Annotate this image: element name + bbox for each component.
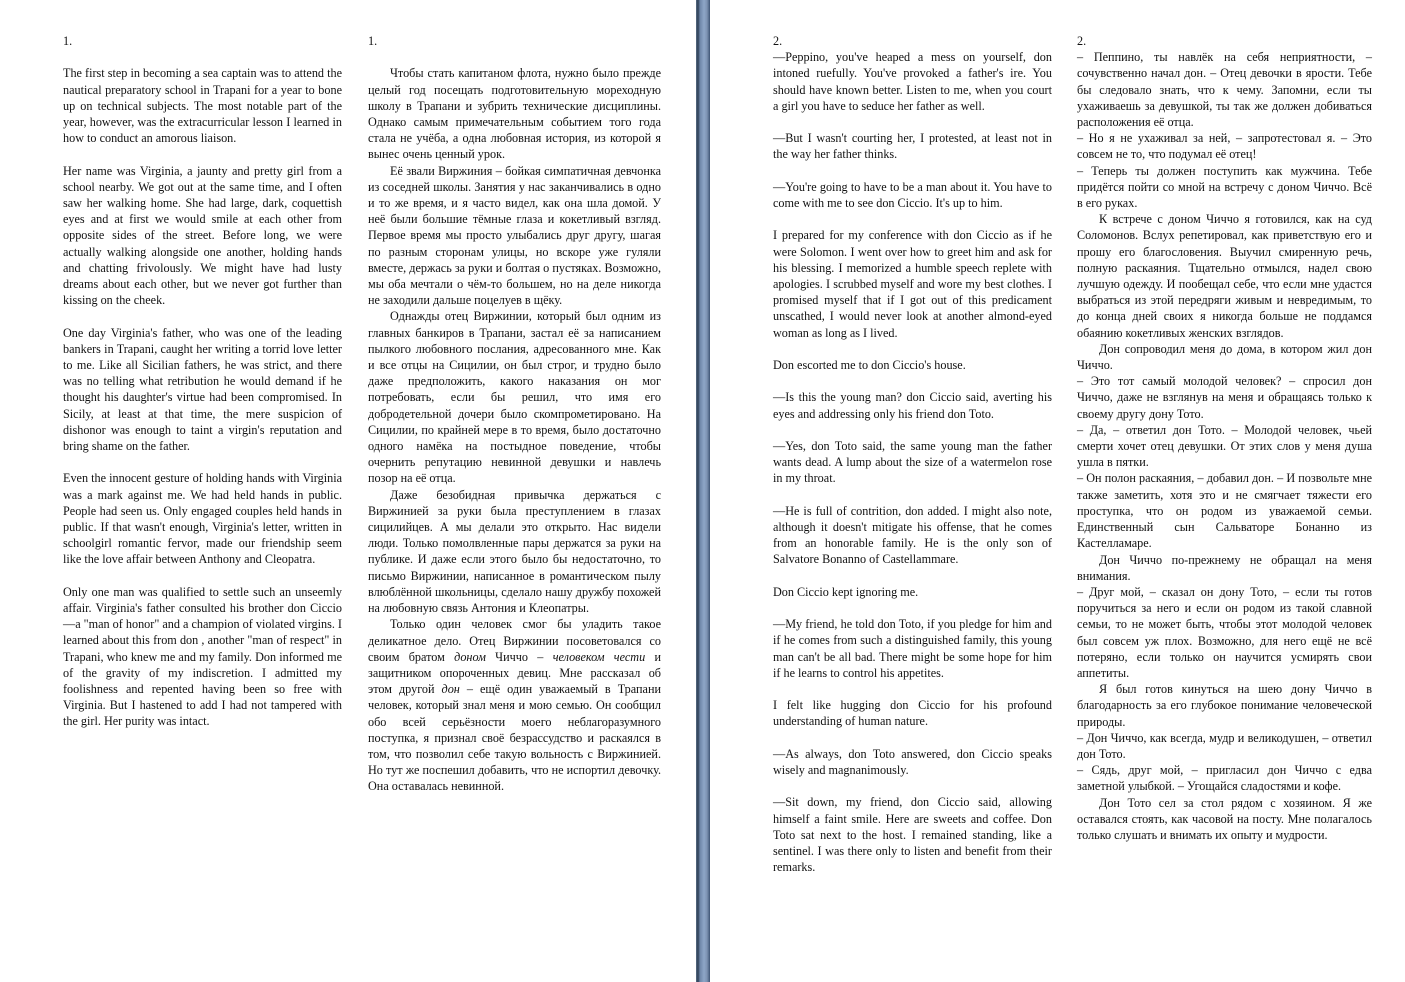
paragraph: Я был готов кинуться на шею дону Чиччо в благодарность за его глубокое понимание человеческой природы.	[1077, 682, 1372, 729]
english-column	[773, 33, 1052, 892]
paragraph: I felt like hugging don Ciccio for his profound understanding of human nature.	[773, 698, 1052, 729]
paragraph: Дон Тото сел за стол рядом с хозяином. Я же оставался стоять, как часовой на посту. Мне полагалось только слушать и внимать их опыту и мудрости.	[1077, 795, 1372, 842]
paragraph: —Peppino, you've heaped a mess on yourself, don intoned ruefully. You've provoked a father's ire. You should have known better. Listen to me, when you court a girl you have to seduce her father as well.	[773, 50, 1052, 113]
text-run: Только один человек смог бы уладить такое деликатное дело. Отец Виржинии посоветовался со своим братом	[368, 617, 661, 664]
paragraph: – Друг мой, – сказал он дону Тото, – если ты готов поручиться за него и если он родом из такой славной семьи, то не может быть, чтобы этот молодой человек был совсем уж плох. Возможно, для него ещё не всё потеряно, если только он научится усмирять свои аппетиты.	[1077, 584, 1372, 680]
paragraph: – Но я не ухаживал за ней, – запротестовал я. – Это совсем не то, что подумал её отец!	[1077, 131, 1372, 162]
paragraph: – Теперь ты должен поступить как мужчина. Тебе придётся пойти со мной на встречу с доном Чиччо. Всё в его руках.	[1077, 163, 1372, 211]
russian-column	[368, 33, 661, 795]
paragraph	[368, 616, 661, 794]
page-number: 1.	[368, 34, 378, 48]
page-number: 2.	[1077, 34, 1087, 48]
paragraph: Дон Чиччо по-прежнему не обращал на меня внимания.	[1077, 552, 1372, 583]
paragraph: Даже безобидная привычка держаться с Виржинией за руки была преступлением в глазах сицилийцев. А мы делали это открыто. Нас видели люди. Только помолвленные пары держатся за руки на публике. И даже если этого было бы недостаточно, то письмо Виржинии, написанное в романтическом пылу влюблённой школьницы, сделало нашу дружбу похожей на любовную связь Антония и Клеопатры.	[368, 487, 661, 616]
paragraph: К встрече с доном Чиччо я готовился, как на суд Соломонов. Вслух репетировал, как приветствую его и прошу его благословения. Выучил смиренную речь, полную раскаяния. Тщательно отмылся, надел свою лучшую одежду. И пообещал себе, что если мне удастся выбраться из этой передряги живым и невредимым, то до конца дней своих я никогда больше не поддамся обаянию кокетливых женских взглядов.	[1077, 212, 1372, 340]
paragraph: Дон сопроводил меня до дома, в котором жил дон Чиччо.	[1077, 341, 1372, 373]
paragraph: Её звали Виржиния – бойкая симпатичная девчонка из соседней школы. Занятия у нас заканчивались в одно и то же время, и я часто видел, как она шла домой. У неё были большие тёмные глаза и кокетливый взгляд. Первое время мы просто улыбались друг другу, шагая по разным сторонам улицы, но вскоре уже гуляли вместе, держась за руки и болтая о пустяках. Возможно, мы оба мечтали о чём-то большем, но на деле никогда не заходили дальше поцелуев в щёку.	[368, 163, 661, 308]
right-page	[710, 0, 1405, 982]
paragraph: Чтобы стать капитаном флота, нужно было прежде целый год посещать подготовительную мореходную школу в Трапани и зубрить технические дисциплины. Однако самым примечательным событием того года стала не учёба, а одна любовная история, из которой я вынес очень ценный урок.	[368, 66, 661, 162]
paragraph: —He is full of contrition, don added. I might also note, although it doesn't mitigate his offense, that he comes from an honorable family. He is the only son of Salvatore Bonanno of Castellammare.	[773, 503, 1052, 567]
text-run: – ещё один уважаемый в Трапани человек, который знал меня и мою семью. Он сообщил обо всей серьёзности моего неблагоразумного поступка, я признал своё безрассудство и раскаялся в том, что позволил себе такую вольность с Виржинией. Но тут же поспешил добавить, что не испортил девочку. Она оставалась невинной.	[368, 682, 661, 794]
paragraph: Don escorted me to don Ciccio's house.	[773, 358, 966, 372]
italic-run: человеком чести	[552, 649, 646, 664]
paragraph: – Это тот самый молодой человек? – спросил дон Чиччо, даже не взглянув на меня и обращаясь только к своему другу дону Тото.	[1077, 374, 1372, 421]
paragraph: The first step in becoming a sea captain was to attend the nautical preparatory school in Trapani for a year to bone up on technical subjects. The most notable part of the year, however, was the extracurricular lesson I learned in how to conduct an amorous liaison.	[63, 66, 342, 146]
page-number: 1.	[63, 34, 73, 48]
page-divider	[696, 0, 710, 982]
paragraph: Don Ciccio kept ignoring me.	[773, 584, 919, 599]
paragraph: —But I wasn't courting her, I protested, at least not in the way her father thinks.	[773, 131, 1052, 162]
italic-run: дон	[441, 682, 460, 697]
paragraph: Even the innocent gesture of holding hands with Virginia was a mark against me. We had held hands in public. People had seen us. Only engaged couples held hands in public. If that wasn't enough, Virginia's letter, written in schoolgirl romantic fervor, made our friendship seem like the love affair between Anthony and Cleopatra.	[63, 471, 342, 567]
paragraph: Her name was Virginia, a jaunty and pretty girl from a school nearby. We got out at the same time, and I often saw her walking home. She had large, dark, coquettish eyes and at first we would smile at each other from opposite sides of the street. Before long, we were actually walking alongside one another, holding hands and chatting frivolously. We might have had lusty dreams about each other, but we never got further than kissing on the cheek.	[63, 163, 342, 308]
page-number: 2.	[773, 34, 783, 48]
paragraph: Only one man was qualified to settle such an unseemly affair. Virginia's father consulted his brother don Ciccio—a "man of honor" and a champion of violated virgins. I learned about this from don , another "man of respect" in Trapani, who knew me and my family. Don informed me of the gravity of my indiscretion. I admitted my foolishness and repented having been so free with Virginia. But I hastened to add I had not tampered with the girl. Her purity was intact.	[63, 584, 342, 729]
russian-column	[1077, 33, 1372, 843]
italic-run: доном	[454, 649, 486, 664]
paragraph: – Он полон раскаяния, – добавил дон. – И позвольте мне также заметить, хотя это и не смягчает тяжести его проступка, что он родом из уважаемой семьи. Единственный сын Сальваторе Бонанно из Кастелламаре.	[1077, 471, 1372, 551]
paragraph: —You're going to have to be a man about it. You have to come with me to see don Ciccio. It's up to him.	[773, 179, 1052, 210]
paragraph: – Дон Чиччо, как всегда, мудр и великодушен, – ответил дон Тото.	[1077, 730, 1372, 761]
paragraph: —As always, don Toto answered, don Ciccio speaks wisely and magnanimously.	[773, 746, 1052, 777]
paragraph: – Да, – ответил дон Тото. – Молодой человек, чьей смерти хочет отец девушки. От этих слов у меня душа ушла в пятки.	[1077, 422, 1372, 470]
paragraph: I prepared for my conference with don Ciccio as if he were Solomon. I went over how to greet him and ask for his blessing. I memorized a humble speech replete with apologies. I scrubbed myself and wore my best clothes. I promised myself that if I got out of this predicament unscathed, I would never look at another almond-eyed woman as long as I lived.	[773, 228, 1052, 340]
paragraph: —Is this the young man? don Ciccio said, averting his eyes and addressing only his friend don Toto.	[773, 390, 1052, 421]
paragraph: —Yes, don Toto said, the same young man the father wants dead. A lump about the size of a watermelon rose in my throat.	[773, 438, 1052, 486]
paragraph: Однажды отец Виржинии, который был одним из главных банкиров в Трапани, застал её за написанием пылкого любовного послания, адресованного мне. Как и все отцы на Сицилии, он был строг, и трудно было даже предположить, какого наказания он мог потребовать, если бы решил, что имя его добродетельной дочери было скомпрометировано. На Сицилии, по крайней мере в то время, было достаточно одного намёка на постыдное поведение, чтобы очернить репутацию невинной девушки и навлечь позор на её отца.	[368, 309, 661, 486]
text-run: Чиччо –	[485, 649, 553, 664]
left-page	[0, 0, 696, 982]
text-run: и защитником опороченных девиц. Мне рассказал об этом другой	[368, 649, 662, 697]
paragraph: – Сядь, друг мой, – пригласил дон Чиччо с едва заметной улыбкой. – Угощайся сладостями и кофе.	[1077, 763, 1372, 794]
paragraph: —My friend, he told don Toto, if you pledge for him and if he comes from such a distinguished family, this young man can't be all bad. There might be some hope for him if he learns to control his appetites.	[773, 617, 1052, 680]
english-column	[63, 33, 342, 746]
paragraph: One day Virginia's father, who was one of the leading bankers in Trapani, caught her writing a torrid love letter to me. Like all Sicilian fathers, he was strict, and there was no telling what retribution he would demand if he thought his daughter's virtue had been compromised. In Sicily, at least at that time, the mere suspicion of dishonor was enough to taint a virgin's reputation and bring shame on the father.	[63, 325, 342, 454]
paragraph: —Sit down, my friend, don Ciccio said, allowing himself a faint smile. Here are sweets and coffee. Don Toto sat next to the host. I remained standing, like a sentinel. I was there only to listen and benefit from their remarks.	[773, 795, 1052, 875]
paragraph: – Пеппино, ты навлёк на себя неприятности, – сочувственно начал дон. – Отец девочки в ярости. Тебе бы следовало знать, что к чему. Запомни, если ты ухаживаешь за девушкой, ты так же должен добиваться расположения её отца.	[1077, 50, 1372, 130]
